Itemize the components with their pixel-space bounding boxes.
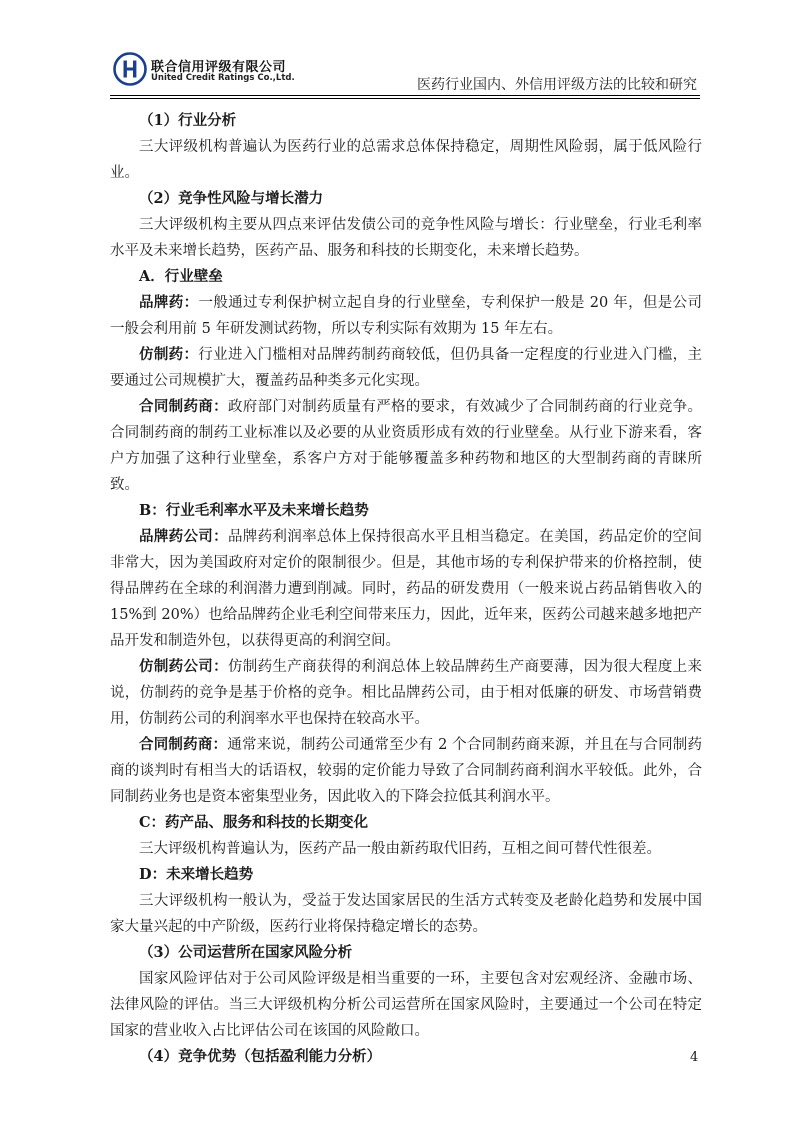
- paragraph-text: 政府部门对制药质量有严格的要求，有效减少了合同制药商的行业竞争。合同制药商的制药工业标准以及必要的从业资质形成有效的行业壁垒。从行业下游来看，客户方加强了这种行业壁垒，系客户方对于能够覆盖多种药物和地区的大型制药商的青睐所致。: [110, 399, 703, 493]
- document-title: 医药行业国内、外信用评级方法的比较和研究: [417, 77, 697, 93]
- paragraph-lead: 仿制药：: [139, 346, 199, 363]
- section-heading: D：未来增长趋势: [139, 866, 254, 883]
- section-heading: （4）竞争优势（包括盈利能力分析）: [139, 1048, 382, 1065]
- section-heading: （1）行业分析: [139, 112, 237, 129]
- company-logo-icon: [113, 52, 147, 86]
- section-heading: （2）竞争性风险与增长潜力: [139, 190, 324, 207]
- body-paragraph: [110, 654, 702, 732]
- document-body: [110, 108, 702, 1070]
- paragraph-lead: 合同制药商：: [139, 398, 228, 415]
- paragraph-lead: 品牌药公司：: [139, 528, 228, 545]
- page-number: 4: [690, 1050, 699, 1065]
- company-name-cn: 联合信用评级有限公司: [151, 60, 287, 75]
- body-paragraph: [110, 290, 702, 342]
- company-name-en: United Credit Ratings Co.,Ltd.: [151, 73, 295, 83]
- body-paragraph: 三大评级机构普遍认为，医药产品一般由新药取代旧药，互相之间可替代性很差。: [139, 841, 661, 857]
- section-heading: A．行业壁垒: [139, 268, 223, 285]
- body-paragraph: [110, 342, 702, 394]
- body-paragraph: [110, 394, 702, 498]
- header-rule: [110, 95, 700, 96]
- paragraph-text: 一般通过专利保护树立起自身的行业壁垒，专利保护一般是 20 年，但是公司一般会利用前 5 年研发测试药物，所以专利实际有效期为 15 年左右。: [110, 295, 703, 337]
- body-paragraph: 三大评级机构普遍认为医药行业的总需求总体保持稳定，周期性风险弱，属于低风险行业。: [110, 139, 702, 181]
- body-paragraph: [110, 732, 702, 810]
- body-paragraph: 三大评级机构主要从四点来评估发债公司的竞争性风险与增长：行业壁垒，行业毛利率水平及未来增长趋势，医药产品、服务和科技的长期变化，未来增长趋势。: [110, 217, 702, 259]
- section-heading: B：行业毛利率水平及未来增长趋势: [139, 502, 369, 519]
- page-header: [0, 0, 800, 100]
- body-paragraph: 国家风险评估对于公司风险评级是相当重要的一环，主要包含对宏观经济、金融市场、法律风险的评估。当三大评级机构分析公司运营所在国家风险时，主要通过一个公司在特定国家的营业收入占比评估公司在该国的风险敞口。: [110, 971, 702, 1039]
- body-paragraph: [110, 524, 702, 654]
- body-paragraph: 三大评级机构一般认为，受益于发达国家居民的生活方式转变及老龄化趋势和发展中国家大量兴起的中产阶级，医药行业将保持稳定增长的态势。: [110, 893, 702, 935]
- paragraph-text: 通常来说，制药公司通常至少有 2 个合同制药商来源，并且在与合同制药商的谈判时有相当大的话语权，较弱的定价能力导致了合同制药商利润水平较低。此外，合同制药业务也是资本密集型业务，因此收入的下降会拉低其利润水平。: [110, 737, 702, 805]
- header-rule: [110, 98, 700, 99]
- section-heading: （3）公司运营所在国家风险分析: [139, 944, 353, 961]
- paragraph-lead: 合同制药商：: [139, 736, 228, 753]
- paragraph-text: 仿制药生产商获得的利润总体上较品牌药生产商要薄，因为很大程度上来说，仿制药的竞争是基于价格的竞争。相比品牌药公司，由于相对低廉的研发、市场营销费用，仿制药公司的利润率水平也保持在较高水平。: [110, 659, 703, 727]
- paragraph-text: 品牌药利润率总体上保持很高水平且相当稳定。在美国，药品定价的空间非常大，因为美国政府对定价的限制很少。但是，其他市场的专利保护带来的价格控制，使得品牌药在全球的利润潜力遭到削减。同时，药品的研发费用（一般来说占药品销售收入的 15%到 20%）也给品牌药企业毛利空间带来压力，因此，近年来，医药公司越来越多地把产品开发和制造外包，以获得更高的利润空间。: [110, 529, 703, 649]
- paragraph-text: 行业进入门槛相对品牌药制药商较低，但仍具备一定程度的行业进入门槛，主要通过公司规模扩大，覆盖药品种类多元化实现。: [110, 347, 702, 389]
- section-heading: C：药产品、服务和科技的长期变化: [139, 814, 369, 831]
- paragraph-lead: 品牌药：: [139, 294, 199, 311]
- paragraph-lead: 仿制药公司：: [139, 658, 228, 675]
